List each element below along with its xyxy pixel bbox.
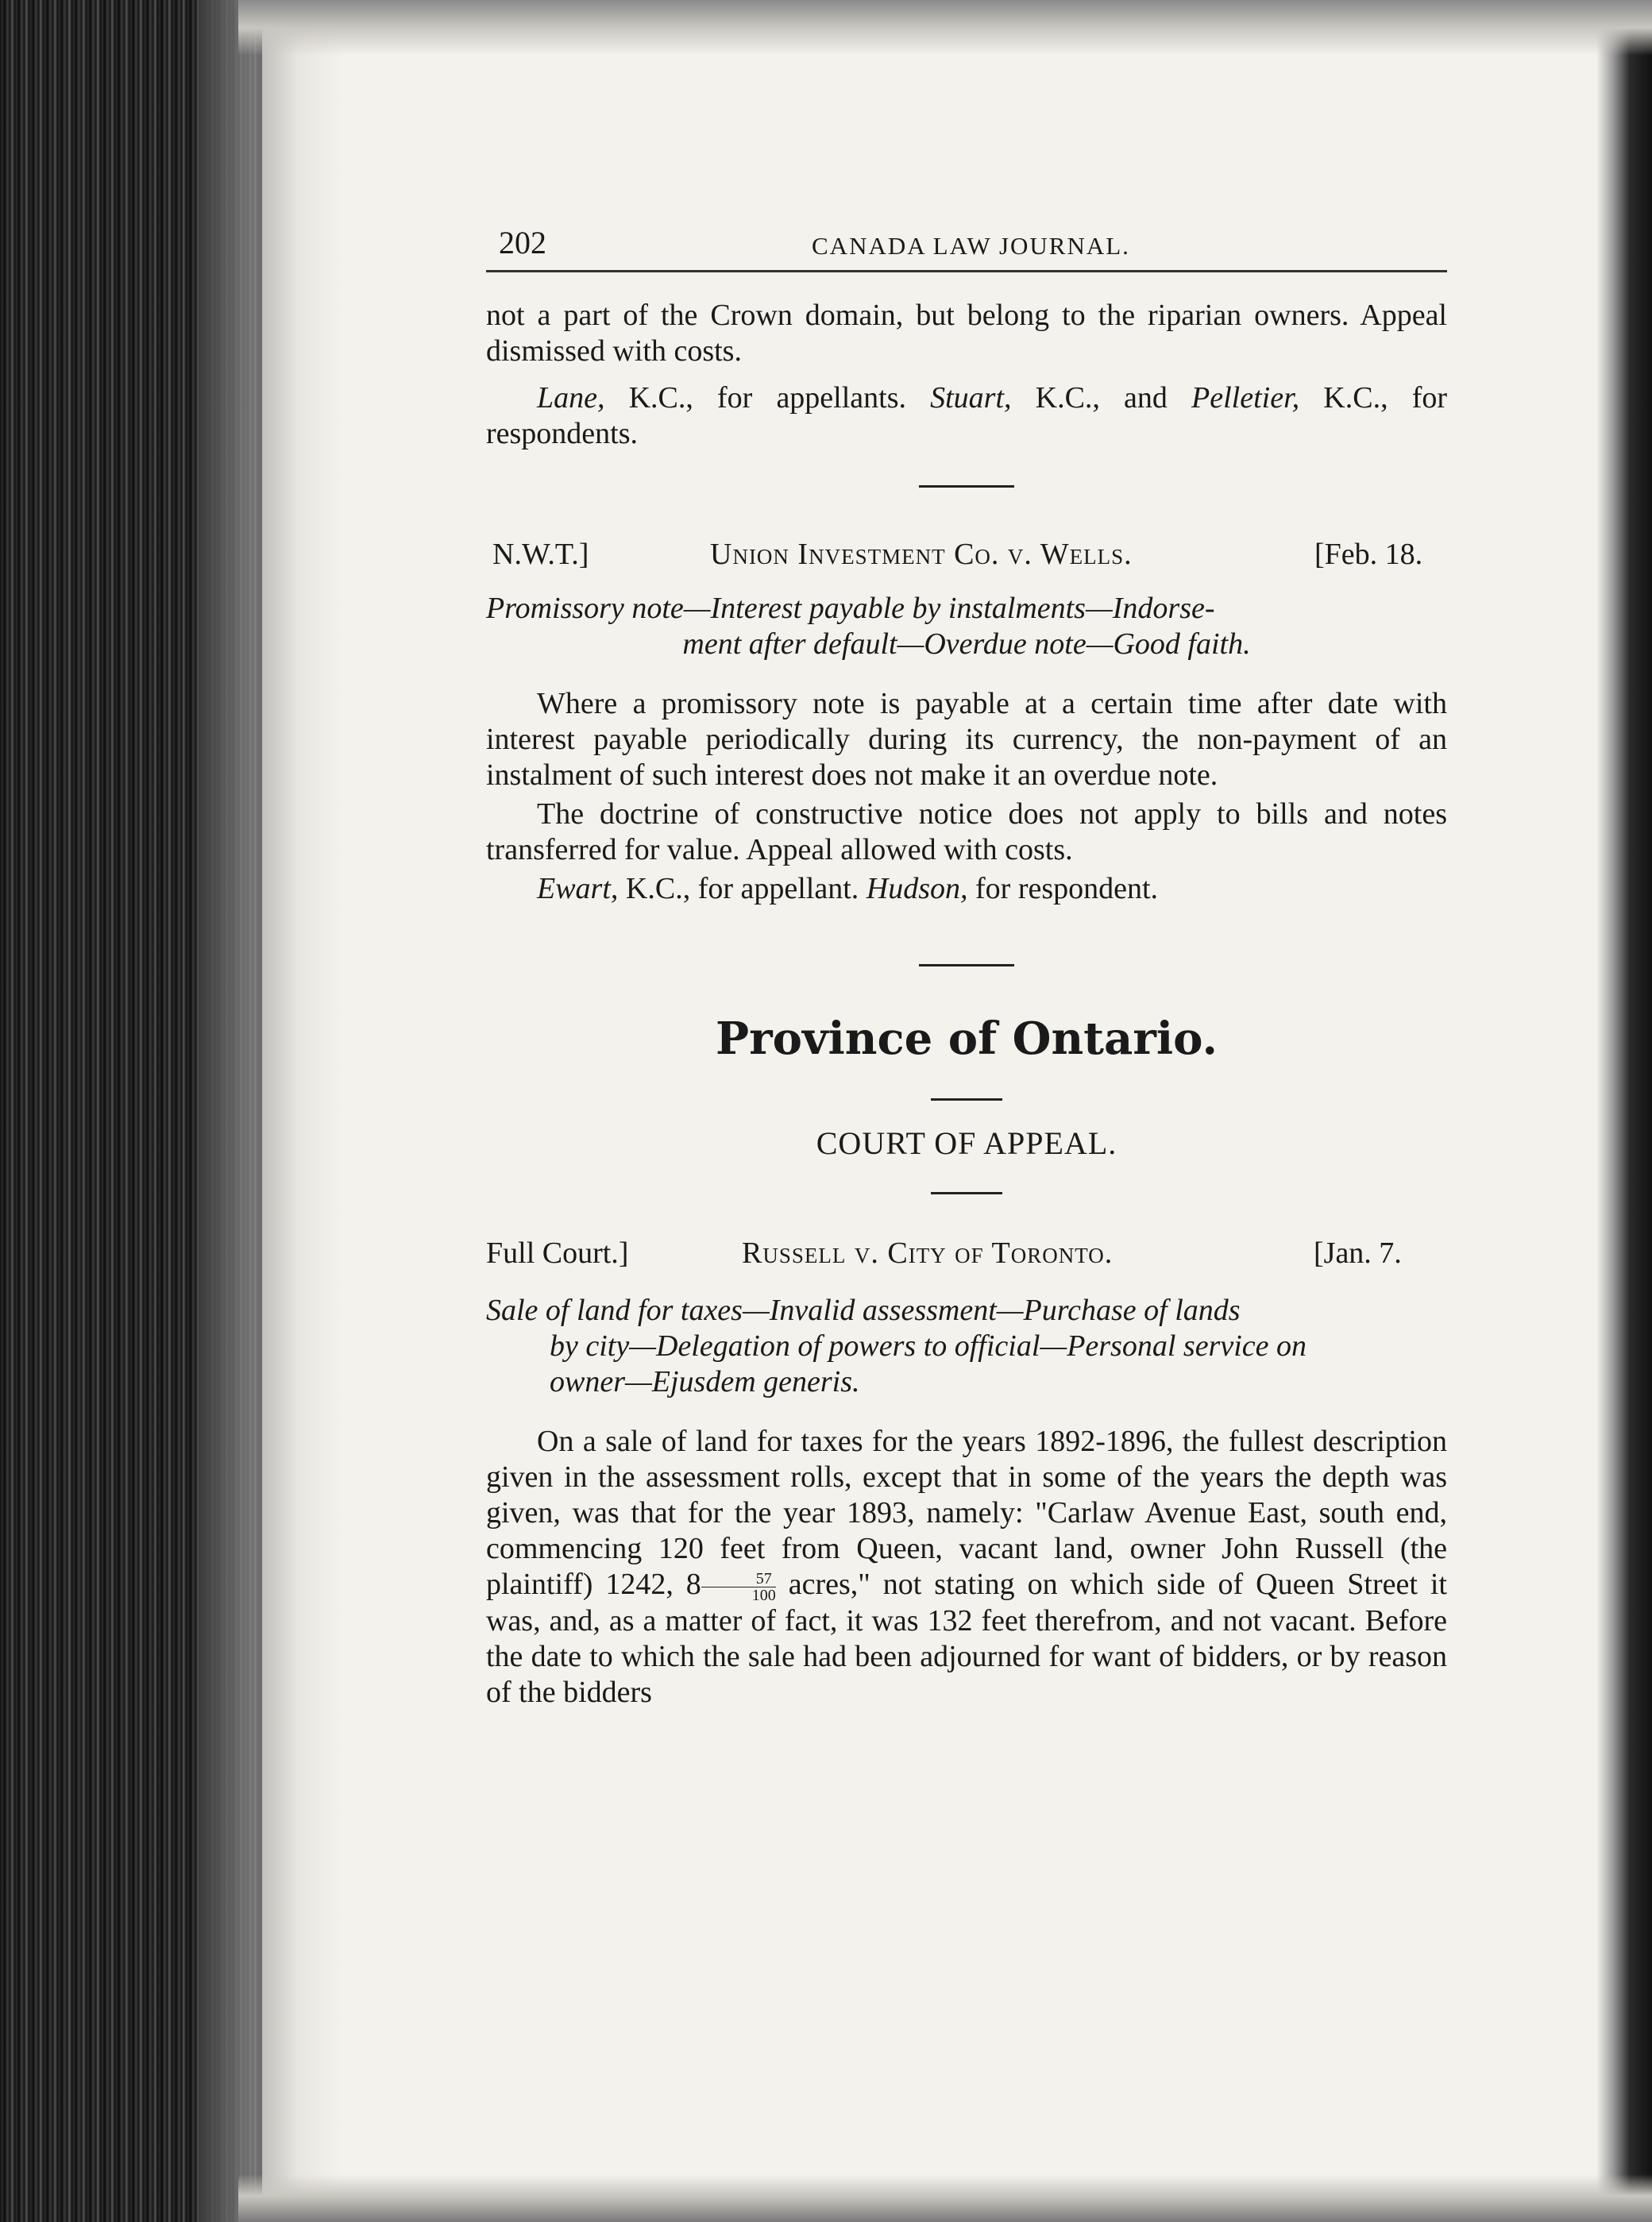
right-page-edge [1596,0,1652,2222]
counsel-name: Ewart, [537,872,619,905]
province-heading: Province of Ontario. [716,1013,1218,1065]
page-number: 202 [499,225,546,260]
page-content [486,214,1447,1711]
section-divider [919,964,1014,966]
case-title: Union Investment Co. v. Wells. [710,538,1133,571]
bottom-page-edge [238,2174,1652,2222]
case-paragraph: Where a promissory note is payable at a certain time after date with interest payable periodically during its currency, the non-payment of an instalment of such interest does not make it an overdue note. [486,687,1447,792]
case-paragraph [486,1424,1447,1711]
headnote-line: owner—Ejusdem generis. [550,1365,860,1398]
headnote-line: ment after default—Overdue note—Good faith. [682,627,1251,661]
prev-case-ending: not a part of the Crown domain, but belong to the riparian owners. Appeal dismissed with costs. [486,299,1447,368]
case-paragraph: The doctrine of constructive notice does not apply to bills and notes transferred for value. Appeal allowed with costs. [486,797,1447,866]
section-divider [931,1192,1002,1194]
fraction-numerator: 57 [701,1571,776,1587]
headnote-line: Promissory note—Interest payable by instalments—Indorse- [486,592,1215,625]
paragraph-text: acres," not stating on which side of Queen Street it was, and, as a matter of fact, it was 132 feet therefrom, and not vacant. Before the date to which the sale had been adjourned for want of bidders, or by reason of the bidders [486,1568,1447,1709]
counsel-name: Lane, [537,381,605,415]
case-date: [Feb. 18. [1314,538,1423,571]
counsel-name: Stuart, [930,381,1012,415]
counsel-text: K.C., and [1011,381,1192,415]
section-divider [931,1098,1002,1101]
case-court: N.W.T.] [492,538,589,571]
paragraph-text: On a sale of land for taxes for the years 1892-1896, the fullest description given in the assessment rolls, except that in some of the years the depth was given, was that for the year 1893, namely: "Carlaw Avenue East, south end, commencing 120 feet from Queen, vacant land, owner John Russell (the plaintiff) 1242, 8 [486,1425,1447,1601]
top-page-edge [238,0,1652,56]
counsel-text: for respondent. [967,872,1159,905]
case-date: [Jan. 7. [1314,1236,1402,1270]
counsel-text: K.C., for appellants. [604,381,931,415]
fraction [701,1571,776,1603]
section-divider [919,485,1014,488]
case-heading [486,537,1447,577]
case-heading [486,1236,1447,1275]
headnote-line: Sale of land for taxes—Invalid assessment—Purchase of lands [486,1294,1241,1327]
court-heading: COURT OF APPEAL. [816,1125,1117,1161]
case-court: Full Court.] [486,1236,629,1270]
fraction-denominator: 100 [751,1586,776,1604]
counsel-name: Pelletier, [1191,381,1300,415]
spine-shadow [199,0,342,2222]
case-title: Russell v. City of Toronto. [742,1236,1114,1270]
case-counsel [486,871,1447,907]
headnote-line: by city—Delegation of powers to official—Personal service on [550,1329,1307,1363]
prev-case-counsel [486,380,1447,452]
running-head [486,214,1447,272]
counsel-text: K.C., for respondents. [486,381,1448,450]
case-headnote [486,591,1447,662]
journal-title: CANADA LAW JOURNAL. [812,232,1130,260]
case-headnote [486,1293,1447,1400]
counsel-name: Hudson, [866,872,968,905]
counsel-text: K.C., for appellant. [618,872,867,905]
